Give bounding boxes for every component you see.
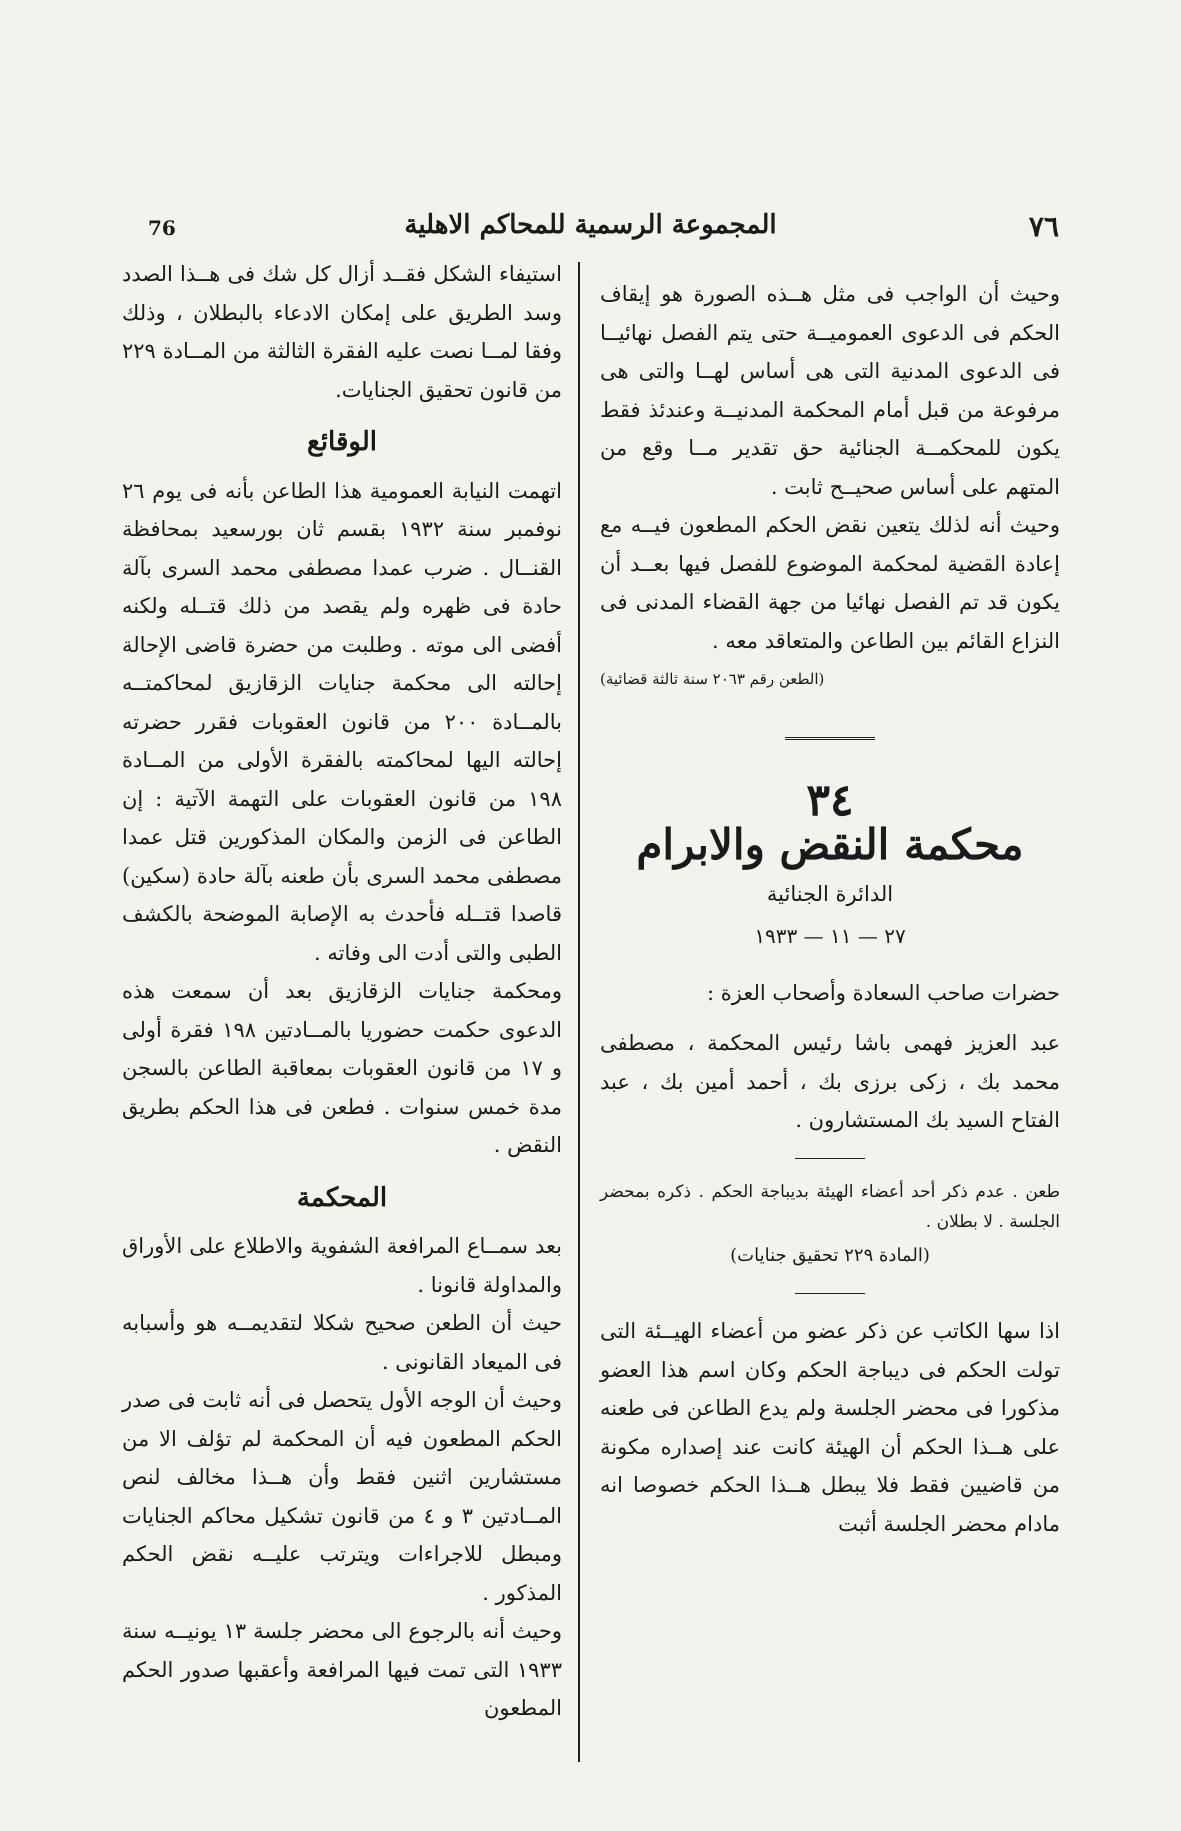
page-header: [120, 206, 1061, 246]
rule: [795, 1158, 865, 1159]
left-column: [122, 255, 562, 1728]
double-rule: [785, 737, 875, 744]
paragraph: وحيث أنه بالرجوع الى محضر جلسة ١٣ يونيــه سنة ١٩٣٣ التى تمت فيها المرافعة وأعقبها صدور الحكم المطعون: [122, 1619, 562, 1720]
paragraph: وحيث أن الوجه الأول يتحصل فى أنه ثابت فى صدر الحكم المطعون فيه أن المحكمة لم تؤلف الا من مستشارين اثنين فقط وأن هــذا مخالف لنص المــادتين ٣ و ٤ من قانون تشكيل محاكم الجنايات ومبطل للاجراءات ويترتب عليــه نقض الحكم المذكور .: [122, 1388, 563, 1605]
running-title: المجموعة الرسمية للمحاكم الاهلية: [404, 210, 777, 240]
page-number-latin: 76: [148, 216, 176, 240]
right-column: [600, 275, 1060, 1543]
legal-summary: طعن . عدم ذكر أحد أعضاء الهيئة بديباجة الحكم . ذكره بمحضر الجلسة . لا بطلان .: [600, 1181, 1060, 1232]
paragraph: اتهمت النيابة العمومية هذا الطاعن بأنه فى يوم ٢٦ نوفمبر سنة ١٩٣٢ بقسم ثان بورسعيد بمحافظة القنــال . ضرب عمدا مصطفى محمد السرى بآلة حادة فى ظهره ولم يقصد من ذلك قتــله ولكنه أفضى الى موته . وطلبت من حضرة قاضى الإحالة إحالته الى محكمة جنايات الزقازيق لمحاكمتــه بالمــادة ٢٠٠ من قانون العقوبات فقرر حضرته إحالته اليها لمحاكمته بالفقرة الأولى من المــادة ١٩٨ من قانون العقوبات على التهمة الآتية : إن الطاعن فى الزمن والمكان المذكورين قتل عمدا مصطفى محمد السرى بأن طعنه بآلة حادة (سكين) قاصدا قتــله فأحدث به الإصابة الموضحة بالكشف الطبى والتى أدت الى وفاته .: [122, 478, 562, 965]
circuit-label: الدائرة الجنائية: [766, 881, 894, 906]
judgment-date: ٢٧ — ١١ — ١٩٣٣: [754, 924, 906, 948]
bench-intro: حضرات صاحب السعادة وأصحاب العزة :: [706, 980, 1060, 1005]
court-name: محكمة النقض والابرام: [636, 820, 1024, 869]
paragraph: وحيث أن الواجب فى مثل هــذه الصورة هو إيقاف الحكم فى الدعوى العموميــة حتى يتم الفصل نهائيــا فى الدعوى المدنية التى هى أساس لهــا والتى هى مرفوعة من قبل أمام المحكمة المدنيــة وعندئذ فقط يكون للمحكمــة الجنائية حق تقدير مــا وقع من المتهم على أساس صحيــح ثابت .: [600, 282, 1060, 499]
case-number: ٣٤: [806, 774, 854, 826]
court-heading: المحكمة: [296, 1182, 388, 1213]
rule: [795, 1293, 865, 1294]
paragraph: اذا سها الكاتب عن ذكر عضو من أعضاء الهيــئة التى تولت الحكم فى ديباجة الحكم وكان اسم هذا العضو مذكورا فى محضر الجلسة ولم يدع الطاعن فى طعنه على هــذا الحكم أن الهيئة كانت عند إصداره مكونة من قاضيين فقط فلا يبطل هــذا الحكم خصوصا انه مادام محضر الجلسة أثبت: [600, 1319, 1060, 1536]
paragraph: بعد سمــاع المرافعة الشفوية والاطلاع على الأوراق والمداولة قانونا .: [122, 1234, 562, 1297]
facts-heading: الوقائع: [306, 427, 377, 457]
bench-members: عبد العزيز فهمى باشا رئيس المحكمة ، مصطفى محمد بك ، زكى برزى بك ، أحمد أمين بك ، عبد الفتاح السيد بك المستشارون .: [600, 1031, 1060, 1132]
paragraph: ومحكمة جنايات الزقازيق بعد أن سمعت هذه الدعوى حكمت حضوريا بالمــادتين ١٩٨ فقرة أولى و ١٧ من قانون العقوبات بمعاقبة الطاعن بالسجن مدة خمس سنوات . فطعن فى هذا الحكم بطريق النقض .: [122, 979, 562, 1157]
page-number-arabic: ٧٦: [1028, 210, 1059, 243]
paragraph: حيث أن الطعن صحيح شكلا لتقديمــه هو وأسبابه فى الميعاد القانونى .: [122, 1311, 562, 1374]
case-citation: (الطعن رقم ٢٠٦٣ سنة ثالثة قضائية): [600, 670, 825, 688]
paragraph: استيفاء الشكل فقــد أزال كل شك فى هــذا الصدد وسد الطريق على إمكان الادعاء بالبطلان ، وذلك وفقا لمــا نصت عليه الفقرة الثالثة من المــادة ٢٢٩ من قانون تحقيق الجنايات.: [122, 262, 562, 402]
paragraph: وحيث أنه لذلك يتعين نقض الحكم المطعون فيــه مع إعادة القضية لمحكمة الموضوع للفصل فيها بعــد أن يكون قد تم الفصل نهائيا من جهة القضاء المدنى فى النزاع القائم بين الطاعن والمتعاقد معه .: [600, 513, 1060, 653]
column-divider: [578, 262, 580, 1762]
article-reference: (المادة ٢٢٩ تحقيق جنايات): [730, 1244, 930, 1266]
